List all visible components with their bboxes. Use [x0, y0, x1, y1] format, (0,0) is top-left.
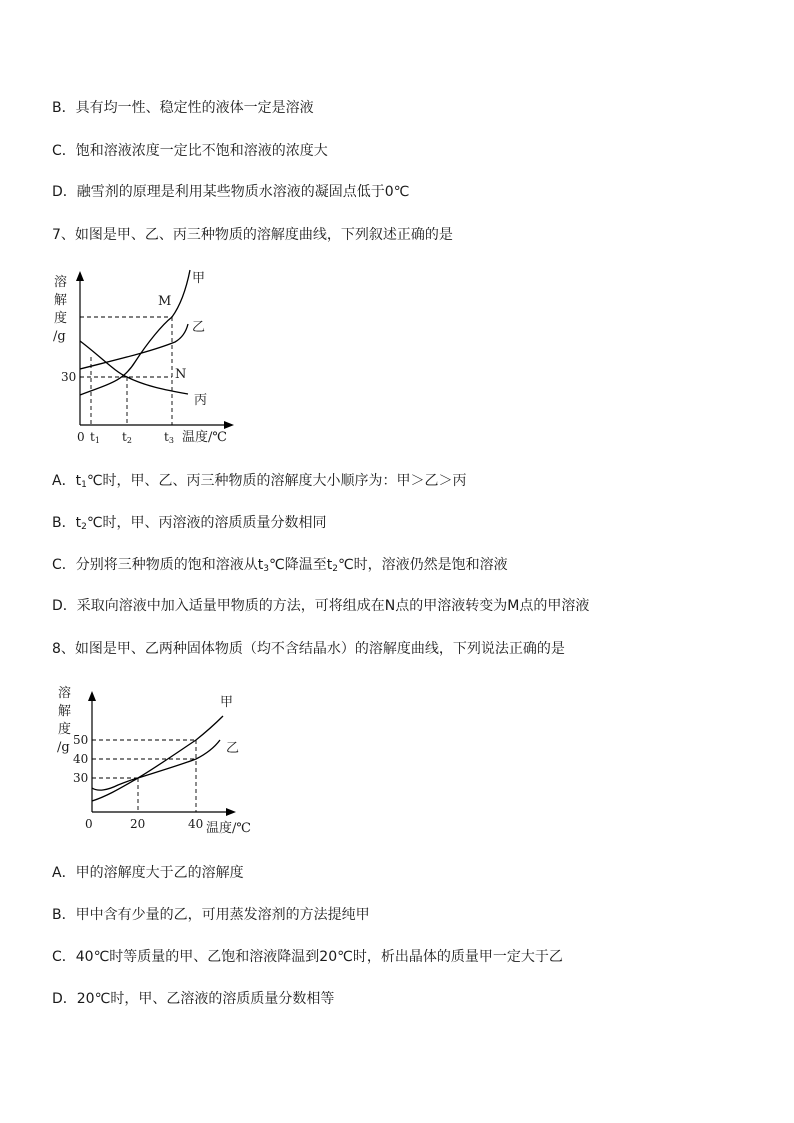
q8-xtick-40: 40: [188, 817, 204, 831]
q7-ylabel-4: /g: [53, 329, 66, 344]
q7-ylabel-1: 溶: [54, 275, 68, 290]
q8-stem: 8、如图是甲、乙两种固体物质（均不含结晶水）的溶解度曲线，下列说法正确的是: [52, 641, 565, 657]
q7-xtick-t1: t1: [90, 430, 100, 445]
q6-option-c: C．饱和溶液浓度一定比不饱和溶液的浓度大: [52, 143, 328, 159]
q8-xlabel: 温度/℃: [206, 821, 251, 836]
q8-ytick-40: 40: [73, 752, 89, 766]
q7-label-yi: 乙: [192, 320, 206, 335]
q7-xtick-t3: t3: [164, 430, 174, 445]
q8-xtick-20: 20: [130, 817, 146, 831]
q8-origin: 0: [85, 817, 93, 831]
q7-ylabel-2: 解: [54, 293, 68, 308]
q8-label-yi: 乙: [226, 741, 240, 756]
q7-curve-jia: [80, 270, 190, 395]
q8-curve-yi: [92, 740, 220, 790]
q8-option-b: B．甲中含有少量的乙，可用蒸发溶剂的方法提纯甲: [52, 907, 370, 923]
q7-ylabel-3: 度: [54, 311, 68, 326]
q7-x-arrow: [224, 421, 234, 429]
q8-option-c: C．40℃时等质量的甲、乙饱和溶液降温到20℃时，析出晶体的质量甲一定大于乙: [52, 949, 563, 965]
q7-xlabel: 温度/℃: [182, 430, 227, 445]
q8-label-jia: 甲: [220, 695, 234, 710]
q8-ylabel-4: /g: [57, 740, 70, 755]
q7-y-arrow: [76, 271, 84, 281]
q7-label-jia: 甲: [192, 271, 206, 286]
q7-label-n: N: [175, 367, 187, 382]
q8-ylabel-2: 解: [58, 704, 72, 719]
q7-option-d: D．采取向溶液中加入适量甲物质的方法，可将组成在N点的甲溶液转变为M点的甲溶液: [52, 598, 590, 614]
q7-option-c: C．分别将三种物质的饱和溶液从$t_3℃$降温至$t_2℃$时，溶液仍然是饱和溶液: [52, 557, 508, 574]
q7-ytick-30: 30: [61, 370, 77, 384]
q8-ytick-30: 30: [73, 771, 89, 785]
q8-ytick-50: 50: [73, 733, 89, 747]
q8-y-arrow: [88, 691, 96, 701]
q7-label-bing: 丙: [194, 393, 208, 408]
q8-option-a: A．甲的溶解度大于乙的溶解度: [52, 865, 244, 881]
q6-option-b: B．具有均一性、稳定性的液体一定是溶液: [52, 100, 314, 116]
q8-x-arrow: [226, 808, 236, 816]
q7-stem: 7、如图是甲、乙、丙三种物质的溶解度曲线，下列叙述正确的是: [52, 227, 453, 243]
q8-ylabel-1: 溶: [58, 686, 72, 701]
q8-ylabel-3: 度: [58, 722, 72, 737]
q8-option-d: D．20℃时，甲、乙溶液的溶质质量分数相等: [52, 991, 335, 1007]
q7-xtick-t2: t2: [122, 430, 132, 445]
q7-label-m: M: [158, 294, 172, 309]
q7-option-a: A．$t_1℃$时，甲、乙、丙三种物质的溶解度大小顺序为：甲＞乙＞丙: [52, 473, 467, 490]
q7-origin: 0: [77, 430, 85, 444]
q7-option-b: B．$t_2℃$时，甲、丙溶液的溶质质量分数相同: [52, 515, 327, 532]
q6-option-d: D．融雪剂的原理是利用某些物质水溶液的凝固点低于0℃: [52, 184, 410, 200]
